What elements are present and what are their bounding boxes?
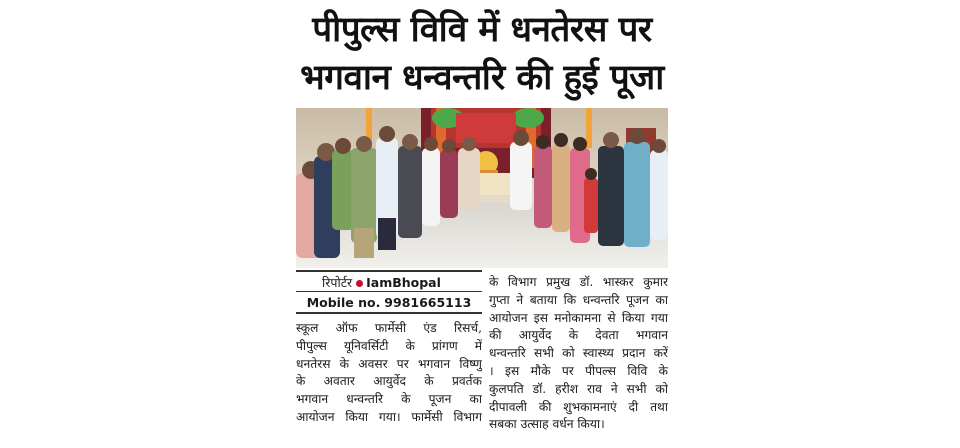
article-line: धन्वन्तरि सभी को स्वास्थ्य प्रदान करें: [489, 346, 668, 361]
article-line: गुप्ता ने बताया कि धन्वन्तरि पूजन का: [489, 292, 668, 307]
mobile-number: 9981665113: [384, 295, 472, 310]
article-line: धनतेरस के अवसर पर भगवान विष्णु: [296, 356, 482, 371]
article-line: के विभाग प्रमुख डॉ. भास्कर कुमार: [489, 275, 668, 289]
headline-line-2: भगवान धन्वन्तरि की हुई पूजा: [300, 58, 664, 98]
reporter-label: रिपोर्टर: [322, 275, 353, 290]
article-line: के अवतार आयुर्वेद के प्रवर्तक: [296, 374, 482, 389]
news-photo: [296, 108, 668, 268]
article-line: की आयुर्वेद के देवता भगवान: [489, 328, 668, 343]
red-dot-icon: [356, 280, 363, 287]
headline-line-1: पीपुल्स विवि में धनतेरस पर: [312, 10, 652, 50]
article-line: आयोजन किया गया। फार्मेसी विभाग: [296, 409, 482, 424]
article-line: । इस मौके पर पीपल्स विवि के: [489, 363, 668, 378]
article-column-1: [296, 320, 482, 427]
article-line: स्कूल ऑफ फार्मेसी एंड रिसर्च,: [296, 321, 482, 335]
article-line: दीपावली की शुभकामनाएं दी तथा: [489, 399, 668, 414]
article-line: कुलपति डॉ. हरीश राव ने सभी को: [489, 381, 668, 396]
article-column-2: [489, 274, 668, 434]
article-line: आयोजन इस मनोकामना से किया गया: [489, 310, 668, 325]
group-photo-illustration: [296, 108, 668, 268]
mobile-label: Mobile no.: [306, 295, 381, 310]
article-line: भगवान धन्वन्तरि के पूजन का: [296, 392, 482, 407]
mobile-line: [296, 292, 482, 314]
reporter-name: IamBhopal: [366, 275, 441, 290]
article-line: सबका उत्साह वर्धन किया।: [489, 417, 605, 432]
article-line: पीपुल्स यूनिवर्सिटी के प्रांगण में: [296, 338, 482, 353]
reporter-byline: [296, 270, 482, 292]
